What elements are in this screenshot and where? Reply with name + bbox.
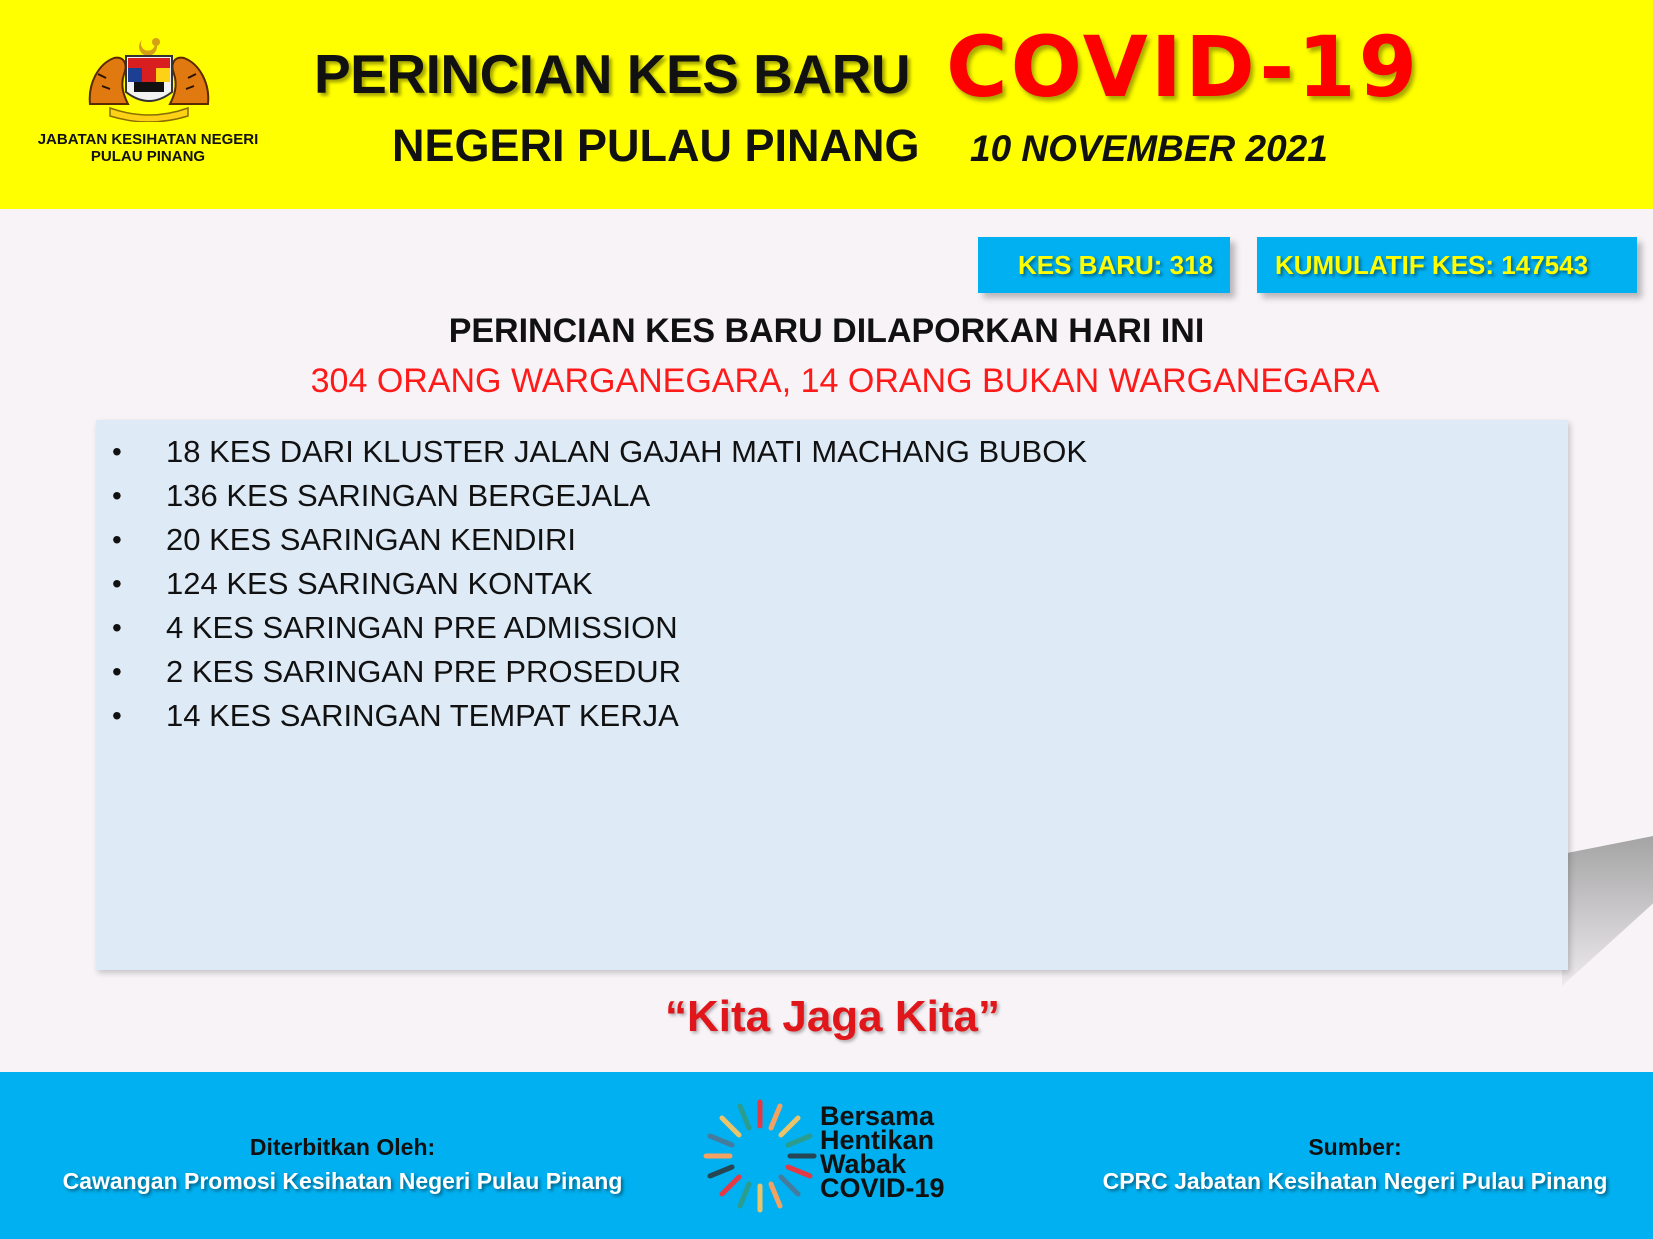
page-title: PERINCIAN KES BARU: [314, 43, 911, 105]
new-cases-badge: KES BARU: 318: [978, 237, 1230, 293]
campaign-line-2: Hentikan: [820, 1125, 935, 1155]
source-label: Sumber:: [1308, 1134, 1402, 1160]
state-title: NEGERI PULAU PINANG: [392, 120, 920, 171]
list-item: [110, 562, 1087, 606]
source-block: [1090, 1130, 1620, 1198]
malaysia-coat-of-arms-icon: [84, 34, 214, 122]
nationality-breakdown: 304 ORANG WARGANEGARA, 14 ORANG BUKAN WARGANEGARA: [310, 362, 1380, 400]
publisher-name: Cawangan Promosi Kesihatan Negeri Pulau Pinang: [62, 1168, 623, 1194]
cumulative-cases-badge: KUMULATIF KES: 147543: [1257, 237, 1637, 293]
panel-shadow: [1562, 836, 1653, 986]
bullet-icon: •: [112, 524, 122, 555]
list-item-text: 136 KES SARINGAN BERGEJALA: [166, 478, 651, 513]
list-item-text: 124 KES SARINGAN KONTAK: [166, 566, 593, 601]
bullet-icon: •: [112, 612, 122, 643]
case-list: [110, 430, 1087, 738]
list-item-text: 2 KES SARINGAN PRE PROSEDUR: [166, 654, 682, 689]
list-item: [110, 430, 1087, 474]
publisher-block: [40, 1130, 645, 1198]
campaign-line-4: COVID-19: [820, 1173, 945, 1203]
campaign-logo-text: [820, 1101, 945, 1203]
bullet-icon: •: [112, 568, 122, 599]
campaign-line-1: Bersama: [820, 1101, 935, 1131]
list-item-text: 14 KES SARINGAN TEMPAT KERJA: [166, 698, 679, 733]
source-name: CPRC Jabatan Kesihatan Negeri Pulau Pinang: [1102, 1168, 1608, 1194]
bullet-icon: •: [112, 656, 122, 687]
list-item-text: 18 KES DARI KLUSTER JALAN GAJAH MATI MACHANG BUBOK: [166, 434, 1088, 469]
agency-line-1: JABATAN KESIHATAN NEGERI: [37, 131, 259, 148]
bullet-icon: •: [112, 480, 122, 511]
publisher-label: Diterbitkan Oleh:: [249, 1134, 436, 1160]
list-item: [110, 650, 1087, 694]
bullet-icon: •: [112, 700, 122, 731]
list-item: [110, 474, 1087, 518]
list-item: [110, 694, 1087, 738]
list-item-text: 4 KES SARINGAN PRE ADMISSION: [166, 610, 678, 645]
summary-heading: PERINCIAN KES BARU DILAPORKAN HARI INI: [448, 312, 1205, 350]
list-item-text: 20 KES SARINGAN KENDIRI: [166, 522, 577, 557]
covid-burst-logo-icon: [700, 1096, 820, 1216]
report-date: 10 NOVEMBER 2021: [970, 128, 1328, 169]
list-item: [110, 606, 1087, 650]
agency-name: [20, 131, 276, 165]
list-item: [110, 518, 1087, 562]
slogan: “Kita Jaga Kita”: [665, 992, 1000, 1041]
covid-title: COVID-19: [946, 18, 1421, 116]
bullet-icon: •: [112, 436, 122, 467]
campaign-line-3: Wabak: [820, 1149, 907, 1179]
agency-line-2: PULAU PINANG: [90, 148, 206, 165]
